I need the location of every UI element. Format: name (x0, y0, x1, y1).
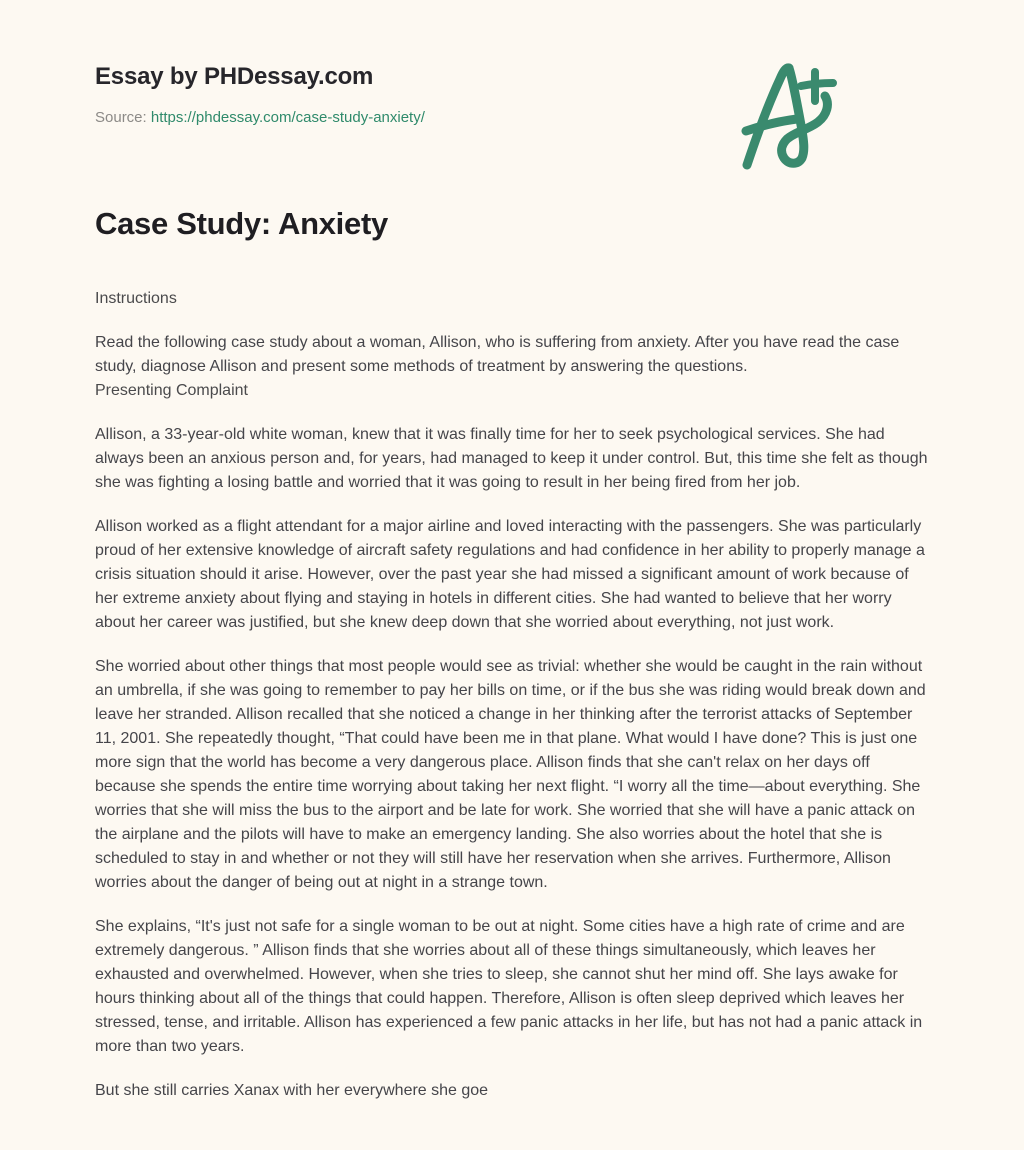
paragraph: Allison worked as a flight attendant for a major airline and loved interacting with the passengers. She was particularly proud of her extensive knowledge of aircraft safety regulations and had confidence in her ability to properly manage a crisis situation should it arise. However, over the past year she had missed a significant amount of work because of her extreme anxiety about flying and staying in hotels in different cities. She had wanted to believe that her worry about her career was justified, but she knew deep down that she worried about everything, not just work. (95, 517, 925, 631)
paragraph: She explains, “It's just not safe for a single woman to be out at night. Some cities have a high rate of crime and are extremely dangerous. ” Allison finds that she worries about all of these things simultaneously, which leaves her exhausted and overwhelmed. However, when she tries to sleep, she cannot shut her mind off. She lays awake for hours thinking about all of the things that could happen. Therefore, Allison is often sleep deprived which leaves her stressed, tense, and irritable. Allison has experienced a few panic attacks in her life, but has not had a panic attack in more than two years. (95, 917, 923, 1055)
paragraph-truncated: But she still carries Xanax with her everywhere she goe (95, 1081, 489, 1099)
paragraph: She worried about other things that most people would see as trivial: whether she would be caught in the rain without an umbrella, if she was going to remember to pay her bills on time, or if the bus she was riding would break down and leave her stranded. Allison recalled that she noticed a change in her thinking after the terrorist attacks of September 11, 2001. She repeatedly thought, “That could have been me in that plane. What would I have done? This is just one more sign that the world has become a very dangerous place. Allison finds that she can't relax on her days off because she spends the entire time worrying about taking her next flight. “I worry all the time—about everything. She worries that she will miss the bus to the airport and be late for work. She worried that she will have a panic attack on the airplane and the pilots will have to make an emergency landing. She also worries about the hotel that she is scheduled to stay in and whether or not they will still have her reservation when she arrives. Furthermore, Allison worries about the danger of being out at night in a strange town. (95, 657, 926, 891)
source-line (95, 109, 425, 127)
section-label-presenting-complaint: Presenting Complaint (95, 381, 248, 399)
page-title: Case Study: Anxiety (95, 206, 388, 241)
section-label-instructions: Instructions (95, 289, 177, 307)
document-content (95, 205, 930, 1103)
brand-title: Essay by PHDessay.com (95, 63, 374, 90)
phdessay-a-plus-logo (735, 55, 845, 170)
paragraph: Read the following case study about a woman, Allison, who is suffering from anxiety. After you have read the case study, diagnose Allison and present some methods of treatment by answering the questions. (95, 333, 900, 375)
brand-block (95, 63, 425, 127)
source-label: Source: (95, 108, 147, 126)
source-url-link[interactable]: https://phdessay.com/case-study-anxiety/ (150, 108, 425, 126)
page-header (95, 0, 929, 205)
section-instructions (95, 287, 930, 379)
paragraph: Allison, a 33-year-old white woman, knew that it was finally time for her to seek psychological services. She had always been an anxious person and, for years, had managed to keep it under control. But, this time she felt as though she was fighting a losing battle and worried that it was going to result in her being fired from her job. (95, 425, 928, 491)
a-plus-icon (735, 55, 845, 170)
section-presenting-complaint (95, 379, 930, 1103)
